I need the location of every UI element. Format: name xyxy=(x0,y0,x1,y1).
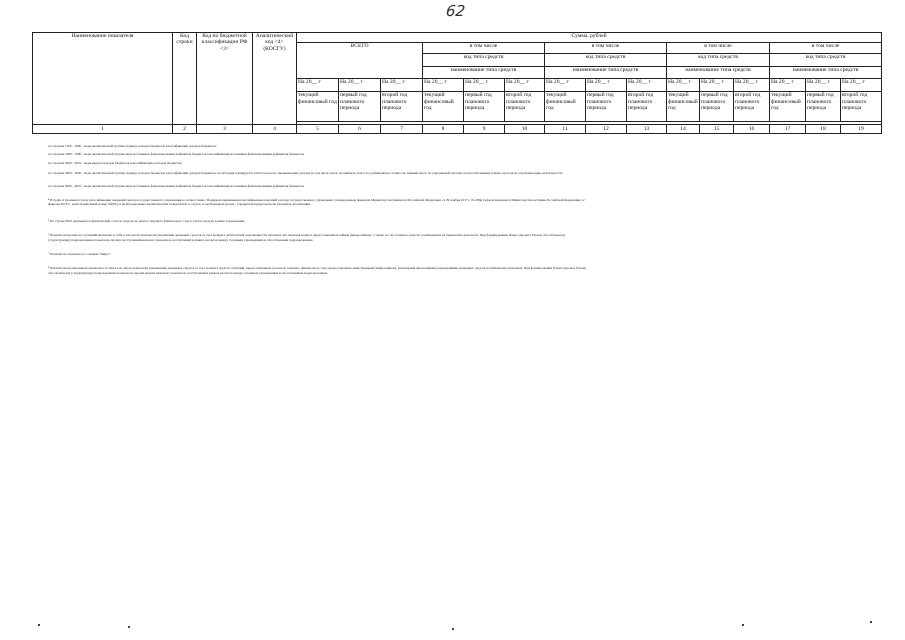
column-number: 8 xyxy=(423,124,464,133)
column-number: 11 xyxy=(545,124,586,133)
column-number: 19 xyxy=(841,124,882,133)
header-fund-name-1: наименование типа средств xyxy=(423,66,545,79)
footnote-line: по строкам 2000 - 2652 - коды видов расходов бюджетов классификации расходов бюджетов; xyxy=(48,160,183,165)
header-indicator-name: Наименование показателя xyxy=(33,33,173,125)
year-label: На 20__ г xyxy=(667,79,700,92)
column-number: 15 xyxy=(700,124,734,133)
header-analytic-code: Аналитический код <4> (КОСГУ) xyxy=(253,33,297,125)
header-fund-code-3: код типа средств xyxy=(667,53,770,66)
footnote-line: по строкам 1100 - 1900 - коды аналитической группы подвида доходов бюджетов классификации доходов бюджетов; xyxy=(48,144,217,148)
header-fund-name-4: наименование типа средств xyxy=(770,66,882,79)
header-including-4: в том числе xyxy=(770,43,882,53)
period-current: текущий финансовый год xyxy=(667,92,700,122)
column-number: 2 xyxy=(173,124,197,133)
year-label: На 20__ г xyxy=(841,79,882,92)
header-including-2: в том числе xyxy=(545,43,667,53)
year-label: На 20__ г xyxy=(381,79,423,92)
period-first: первый год планового периода xyxy=(700,92,734,122)
column-number: 17 xyxy=(770,124,806,133)
column-number: 12 xyxy=(586,124,627,133)
column-number: 13 xyxy=(627,124,667,133)
period-second: второй год планового периода xyxy=(734,92,770,122)
scan-speck xyxy=(870,621,872,623)
header-total: ВСЕГО xyxy=(297,43,423,79)
period-first: первый год планового периода xyxy=(586,92,627,122)
period-current: текущий финансовый год xyxy=(545,92,586,122)
period-first: первый год планового периода xyxy=(339,92,381,122)
footnote-7: ⁷ Показатель отражается со знаком "минус". xyxy=(48,252,112,257)
footnote-line: по строкам 4000 - 4010 - коды аналитической группы вида источников финансирования дефицитов бюджетов классификации источников финансирования дефицитов бюджетов. xyxy=(48,183,305,188)
year-label: На 20__ г xyxy=(339,79,381,92)
page-number: 62 xyxy=(445,2,467,20)
year-label: На 20__ г xyxy=(297,79,339,92)
year-label: На 20__ г xyxy=(505,79,545,92)
column-number: 5 xyxy=(297,124,339,133)
year-label: На 20__ г xyxy=(770,79,806,92)
header-including-3: в том числе xyxy=(667,43,770,53)
year-label: На 20__ г xyxy=(586,79,627,92)
column-number: 14 xyxy=(667,124,700,133)
footnote-5: ⁵ По строке 0001 указывается фактический остаток средств на начало текущего финансового года в учетах средств в иных учреждениях xyxy=(48,218,245,223)
column-number: 4 xyxy=(253,124,297,133)
period-first: первый год планового периода xyxy=(806,92,841,122)
period-current: текущий финансовый год xyxy=(770,92,806,122)
column-number: 9 xyxy=(464,124,505,133)
footnote-line: по строкам 1980 - 1990 - коды аналитической группы вида источников финансирования дефицитов бюджетов классификации источников финансирования дефицитов бюджетов; xyxy=(48,152,305,157)
period-current: текущий финансовый год xyxy=(297,92,339,122)
column-number: 1 xyxy=(33,124,173,133)
footnote-6: ⁶ Показатели прочих поступлений включают в себя в том числе показатели увеличения денежных средств за счет возврата дебиторской задолженности прошлых лет, включая возврат предоставленных займов (микрозаймов), а также за счет возврата средств, размещенных на банковских депозитах. При формировании Плана (проекта Плана) обособленному (структурному) подразделению показатель прочих поступлений включает показатель поступлений в рамках расчетов между головным учреждением и обособленным подразделением. xyxy=(48,233,566,242)
header-fund-code-1: код типа средств xyxy=(423,53,545,66)
column-number: 18 xyxy=(806,124,841,133)
period-second: второй год планового периода xyxy=(381,92,423,122)
footnote-4: ⁴ В графе 4 указывается код классификации операций сектора государственного управления в соответствии с Порядком применения классификации операций сектора государственного управления, утвержденным приказом Министерства финансов Российской Федерации от 29 ноября 2017 г. № 209н (зарегистрирован в Министерстве юстиции Российской Федерации 12 февраля 2018 г., регистрационный номер 50003), и (или) коды иных аналитических показателей, в случае, если Порядком органа - учредителя предусмотрена указанная детализация. xyxy=(48,198,585,207)
period-current: текущий финансовый год xyxy=(423,92,464,122)
header-sum: Сумма, рублей xyxy=(297,33,882,43)
year-label: На 20__ г xyxy=(700,79,734,92)
scan-speck xyxy=(128,626,130,628)
period-second: второй год планового периода xyxy=(841,92,882,122)
column-number: 16 xyxy=(734,124,770,133)
year-label: На 20__ г xyxy=(423,79,464,92)
footnote-8: ⁸ Показатели прочих выплат включают в себя в том числе показатели уменьшения денежных средств за счет возврата средств субсидий, предоставленных до начала текущего финансового года, предоставления заимствований (микрозаймов), размещения автономными учреждениями денежных средств на банковских депозитах. При формировании Плана (проекта Плана) обособленному (структурному) подразделению показатель прочих выплат включает показатель поступлений в рамках расчетов между головным учреждением и обособленным подразделением. xyxy=(48,266,587,275)
column-number: 3 xyxy=(197,124,253,133)
header-fund-code-2: код типа средств xyxy=(545,53,667,66)
header-budget-classification-code: Код по бюджетной классификации РФ <3> xyxy=(197,33,253,125)
scan-speck xyxy=(38,624,40,626)
year-label: На 20__ г xyxy=(464,79,505,92)
period-first: первый год планового периода xyxy=(464,92,505,122)
header-fund-name-3: наименование типа средств xyxy=(667,66,770,79)
footnotes xyxy=(48,140,588,275)
year-label: На 20__ г xyxy=(734,79,770,92)
header-line-code: Код строки xyxy=(173,33,197,125)
header-fund-code-4: код типа средств xyxy=(770,53,882,66)
column-number: 6 xyxy=(339,124,381,133)
scan-speck xyxy=(742,624,744,626)
footnote-line: по строкам 3000 - 3030 - коды аналитической группы подвида доходов бюджетов классификации доходов бюджетов, по которым планируется уплата налогов, уменьшающих доходы (в том числе налог на прибыль, налог на добавленную стоимость, единый налог по упрощенной системе налогообложения) и иных налогов на отдельные виды деятельности; xyxy=(48,171,563,176)
period-second: второй год планового периода xyxy=(627,92,667,122)
column-number: 10 xyxy=(505,124,545,133)
period-second: второй год планового периода xyxy=(505,92,545,122)
year-label: На 20__ г xyxy=(806,79,841,92)
year-label: На 20__ г xyxy=(545,79,586,92)
budget-form-table xyxy=(32,32,882,134)
year-label: На 20__ г xyxy=(627,79,667,92)
header-fund-name-2: наименование типа средств xyxy=(545,66,667,79)
header-including-1: в том числе xyxy=(423,43,545,53)
column-number: 7 xyxy=(381,124,423,133)
scan-speck xyxy=(452,628,454,630)
